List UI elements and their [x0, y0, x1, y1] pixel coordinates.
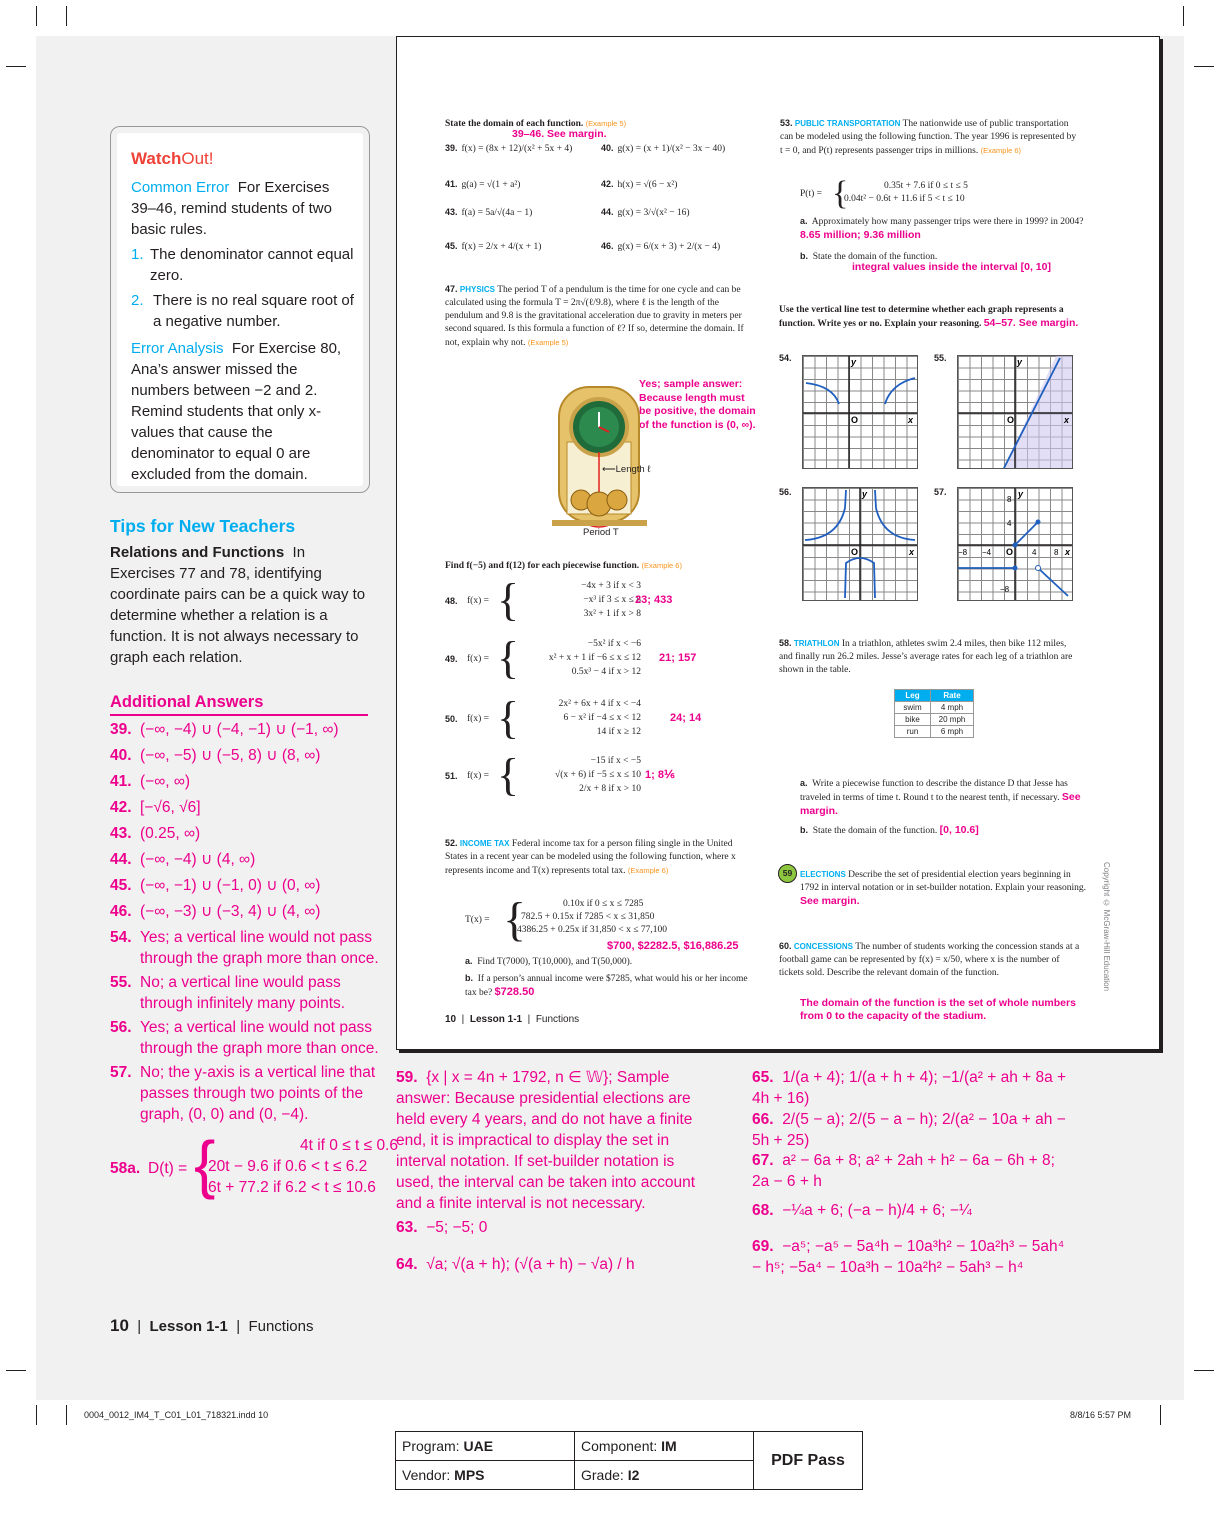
additional-answer-item: 56. Yes; a vertical line would not pass through the graph more than once. [110, 1019, 379, 1057]
table-row: bike 20 mph [895, 714, 974, 726]
file-date: 8/8/16 5:57 PM [1070, 1410, 1132, 1420]
clock-length-label: ⟵Length ℓ [602, 464, 651, 475]
problem-53b: b. State the domain of the function. [800, 251, 938, 262]
additional-answer-item: 57. No; the y-axis is a vertical line that passes through two points of the graph, (0, 0) and (0, −4). [110, 1064, 376, 1123]
additional-answer-item: 44. (−∞, −4) ∪ (4, ∞) [110, 851, 256, 868]
domain-function: 44. g(x) = 3/√(x² − 16) [601, 207, 690, 218]
rule-2: 2. There is no real square root of a negative number. [131, 292, 354, 330]
problem-53a: a. Approximately how many passenger trips were there in 1999? in 2004? 8.65 million; 9.36 million [800, 216, 1084, 241]
program-box [395, 1431, 863, 1490]
crop-mark [36, 1405, 37, 1425]
crop-mark [66, 6, 67, 26]
piecewise-case: 3x² + 1 if x > 8 [583, 609, 641, 619]
answer-63: 63. −5; −5; 0 [396, 1219, 488, 1236]
domain-answer: 39–46. See margin. [512, 128, 607, 140]
piecewise-case: −x³ if 3 ≤ x ≤ 8 [583, 595, 641, 605]
case-2: 20t − 9.6 if 0.6 < t ≤ 6.2 [208, 1158, 368, 1175]
file-slug: 0004_0012_IM4_T_C01_L01_718321.indd 10 [84, 1410, 269, 1420]
svg-text:−8: −8 [958, 548, 968, 557]
problem-58: 58. TRIATHLON In a triathlon, athletes swim 2.4 miles, then bike 112 miles, and finally run 26.2 miles. Jesse’s average rates for each leg of a triathlon are shown in the table. [779, 638, 1073, 675]
answer-64: 64. √a; √(a + h); (√(a + h) − √a) / h [396, 1256, 635, 1273]
piecewise-problem: 48. f(x) = { −4x + 3 if x < 3 −x³ if 3 ≤ x ≤ 8 3x² + 1 if x > 8 23; 433 [445, 574, 673, 625]
svg-text:x: x [908, 415, 914, 425]
crop-mark [1160, 1405, 1161, 1425]
piecewise-problem: 50. f(x) = { 2x² + 6x + 4 if x < −4 6 − x² if −4 ≤ x < 12 14 if x ≥ 12 24; 14 [445, 692, 702, 743]
svg-text:−4: −4 [982, 548, 992, 557]
graph-55-label: 55. [934, 353, 947, 363]
svg-text:x: x [1065, 547, 1071, 557]
student-page [396, 36, 1160, 1050]
additional-answer-item: 40. (−∞, −5) ∪ (−5, 8) ∪ (8, ∞) [110, 747, 321, 764]
additional-answers-title: Additional Answers [110, 692, 368, 716]
piecewise-case: −4x + 3 if x < 3 [581, 581, 641, 591]
problem-53b-answer: integral values inside the interval [0, 10] [852, 261, 1051, 273]
answer-69: 69. −a⁵; −a⁵ − 5a⁴h − 10a³h² − 10a²h³ − 5ah⁴ − h⁵; −5a⁴ − 10a³h − 10a²h² − 5ah³ − h⁴ [752, 1238, 1065, 1276]
piecewise-case: x² + x + 1 if −6 ≤ x ≤ 12 [548, 653, 641, 663]
error-analysis: Error Analysis For Exercise 80, Ana’s answer missed the numbers between −2 and 2. Remind students that only x-values that cause the denominator to equal 0 are excluded from the domain. [131, 340, 342, 483]
svg-text:x: x [909, 547, 915, 557]
svg-text:−8: −8 [1000, 585, 1010, 594]
graph-57 [957, 487, 1073, 601]
crop-mark [36, 6, 37, 26]
svg-text:y: y [851, 357, 857, 367]
problem-52a: a. Find T(7000), T(10,000), and T(50,000). [465, 956, 633, 967]
table-header: Rate [931, 690, 974, 702]
additional-answer-item: 39. (−∞, −4) ∪ (−4, −1) ∪ (−1, ∞) [110, 721, 339, 738]
answer-66: 66. 2/(5 − a); 2/(5 − a − h); 2/(a² − 10a + ah − 5h + 25) [752, 1111, 1066, 1149]
crop-mark [1194, 1370, 1214, 1371]
additional-answer-item: 46. (−∞, −3) ∪ (−3, 4) ∪ (4, ∞) [110, 903, 321, 920]
piecewise-answer: 24; 14 [670, 712, 702, 724]
problem-53: 53. PUBLIC TRANSPORTATION The nationwide use of public transportation can be modeled using the following function. The year 1996 is represented by t = 0, and P(t) represents passenger trips in millions. (Example 6) [780, 118, 1077, 156]
tips-title: Tips for New Teachers [110, 516, 296, 536]
domain-function: 40. g(x) = (x + 1)/(x² − 3x − 40) [601, 143, 726, 154]
domain-function: 39. f(x) = (8x + 12)/(x² + 5x + 4) [445, 143, 573, 154]
pendulum-clock-image [547, 382, 657, 532]
table-row: swim 4 mph [895, 702, 974, 714]
graph-54-label: 54. [779, 353, 792, 363]
svg-text:8: 8 [1007, 495, 1012, 504]
crop-mark [1183, 6, 1184, 26]
problem-47-answer: Yes; sample answer: Because length must be positive, the domain of the function is (0, ∞). [639, 378, 756, 431]
graph-55 [957, 355, 1073, 469]
answer-65: 65. 1/(a + 4); 1/(a + h + 4); −1/(a² + ah + 8a + 4h + 16) [752, 1069, 1067, 1107]
graph-54 [802, 355, 918, 469]
table-header: Leg [895, 690, 931, 702]
additional-answer-item: 55. No; a vertical line would pass through infinitely many points. [110, 974, 346, 1012]
tips-section [110, 516, 372, 668]
case-3: 6t + 77.2 if 6.2 < t ≤ 10.6 [208, 1179, 376, 1196]
svg-text:O: O [1006, 547, 1014, 557]
domain-function: 42. h(x) = √(6 − x²) [601, 179, 678, 190]
answer-68: 68. −¼a + 6; (−a − h)/4 + 6; −¼ [752, 1202, 972, 1219]
domain-function: 46. g(x) = 6/(x + 3) + 2/(x − 4) [601, 241, 721, 252]
problem-52: 52. INCOME TAX Federal income tax for a person filing single in the United States in a recent year can be modeled using the following function, where x represents income and T(x) represents total tax. (Example 6) [445, 838, 736, 876]
clock-period-label: Period T [583, 527, 619, 538]
case-1: 4t if 0 ≤ t ≤ 0.6 [299, 1137, 398, 1154]
svg-text:8: 8 [1054, 548, 1059, 557]
tips-body: Relations and Functions In Exercises 77 and 78, identifying coordinate pairs can be a quick way to determine whether a relation is a function. It is not always necessary to graph each relation. [110, 544, 366, 666]
problem-60-answer: The domain of the function is the set of whole numbers from 0 to the capacity of the stadium. [800, 997, 1076, 1022]
problem-58b: b. State the domain of the function. [0, 10.6] [800, 824, 979, 836]
svg-text:4: 4 [1007, 519, 1012, 528]
piecewise-answer: 1; 8⅙ [645, 769, 675, 781]
common-error: Common Error For Exercises 39–46, remind students of two basic rules. [131, 179, 332, 238]
piecewise-case: 14 if x ≥ 12 [596, 727, 641, 737]
piecewise-case: −5x² if x < −6 [587, 639, 641, 649]
additional-answers [110, 692, 398, 1203]
page-footer: 10 | Lesson 1-1 | Functions [445, 1014, 580, 1025]
domain-heading: State the domain of each function. (Example 5) [445, 119, 627, 129]
piecewise-problem: 51. f(x) = { −15 if x < −5 √(x + 6) if −5 ≤ x ≤ 10 2/x + 8 if x > 10 1; 8⅙ [445, 749, 675, 800]
svg-text:O: O [1007, 415, 1015, 425]
svg-text:4: 4 [1032, 548, 1037, 557]
page-footer-outer: 10 | Lesson 1-1 | Functions [110, 1316, 314, 1335]
component-cell: Component: IM [575, 1432, 754, 1461]
problem-59-badge: 59 [778, 864, 797, 883]
problem-47: 47. PHYSICS The period T of a pendulum is the time for one cycle and can be calculated using the formula T = 2π√(ℓ/9.8), where ℓ is the length of the pendulum and 9.8 is the gravitational acceleration due to gravity in meters per second squared. Is this formula a function of ℓ? If so, determine the domain. If not, explain why not. (Example 5) [445, 284, 744, 348]
rule-1: 1. The denominator cannot equal zero. [131, 246, 354, 284]
problem-53-function: P(t) = { 0.35t + 7.6 if 0 ≤ t ≤ 5 0.04t² − 0.6t + 11.6 if 5 < t ≤ 10 [800, 175, 968, 212]
crop-mark [1194, 66, 1214, 67]
svg-text:y: y [1017, 357, 1023, 367]
graph-56-label: 56. [779, 487, 792, 497]
problem-59: ELECTIONS Describe the set of presidential election years beginning in 1792 in interval notation or in set-builder notation. Explain your reasoning. See margin. [800, 870, 1086, 907]
problem-52-function: T(x) = { 0.10x if 0 ≤ x ≤ 7285 782.5 + 0.15x if 7285 < x ≤ 31,850 4386.25 + 0.25x if 31,850 < x ≤ 77,100 [465, 893, 667, 946]
piecewise-case: −15 if x < −5 [590, 756, 641, 766]
svg-text:O: O [851, 415, 859, 425]
grade-cell: Grade: I2 [575, 1461, 754, 1490]
triathlon-table [894, 689, 974, 738]
svg-text:O: O [851, 547, 859, 557]
additional-answer-item: 43. (0.25, ∞) [110, 825, 201, 842]
svg-text:y: y [862, 489, 868, 499]
problem-52-answer: $700, $2282.5, $16,886.25 [607, 940, 739, 952]
crop-mark [66, 1405, 67, 1425]
piecewise-case: 2x² + 6x + 4 if x < −4 [558, 699, 641, 709]
vertical-line-test-heading: Use the vertical line test to determine whether each graph represents a function. Write yes or no. Explain your reasoning. 54–57. See margin. [779, 305, 1079, 329]
piecewise-answer: 21; 157 [659, 652, 697, 664]
table-row: run 6 mph [895, 726, 974, 738]
problem-52b: b. If a person’s annual income were $7285, what would his or her income tax be? $728.50 [465, 973, 748, 998]
graph-57-label: 57. [934, 487, 947, 497]
piecewise-case: 2/x + 8 if x > 10 [579, 784, 641, 794]
answer-58a: 58a. D(t) = { 4t if 0 ≤ t ≤ 0.6 20t − 9.6 if 0.6 < t ≤ 6.2 6t + 77.2 if 6.2 < t ≤ 10.6 [110, 1128, 398, 1200]
piecewise-case: 6 − x² if −4 ≤ x < 12 [563, 713, 641, 723]
additional-answer-item: 54. Yes; a vertical line would not pass through the graph more than once. [110, 929, 379, 967]
crop-mark [6, 1370, 26, 1371]
additional-answer-item: 45. (−∞, −1) ∪ (−1, 0) ∪ (0, ∞) [110, 877, 321, 894]
program-cell: Program: UAE [396, 1432, 575, 1461]
svg-text:x: x [1064, 415, 1070, 425]
piecewise-heading: Find f(−5) and f(12) for each piecewise function. (Example 6) [445, 561, 682, 571]
piecewise-problem: 49. f(x) = { −5x² if x < −6 x² + x + 1 if −6 ≤ x ≤ 12 0.5x³ − 4 if x > 12 21; 157 [445, 632, 697, 683]
crop-mark [6, 66, 26, 67]
additional-answer-item: 41. (−∞, ∞) [110, 773, 191, 790]
piecewise-answer: 23; 433 [635, 594, 673, 606]
svg-text:y: y [1018, 489, 1024, 499]
watchout-box [110, 126, 370, 493]
copyright: Copyright © McGraw-Hill Education [1102, 862, 1111, 992]
watchout-title: WatchOut! [131, 149, 214, 168]
graph-56 [802, 487, 918, 601]
answer-59: 59. {x | x = 4n + 1792, n ∈ 𝕎}; Sample answer: Because presidential elections are held every 4 years, and do not have a finite end, it is impractical to display the set in interval notation. If set-builder notation is used, the interval can be taken into account and a finite interval is not necessary. [396, 1069, 696, 1212]
piecewise-case: 0.5x³ − 4 if x > 12 [571, 667, 641, 677]
additional-answer-item: 42. [−√6, √6] [110, 799, 201, 816]
answer-67: 67. a² − 6a + 8; a² + 2ah + h² − 6a − 6h + 8; 2a − 6 + h [752, 1152, 1055, 1190]
domain-function: 43. f(a) = 5a/√(4a − 1) [445, 207, 533, 218]
domain-function: 41. g(a) = √(1 + a²) [445, 179, 521, 190]
vendor-cell: Vendor: MPS [396, 1461, 575, 1490]
domain-function: 45. f(x) = 2/x + 4/(x + 1) [445, 241, 542, 252]
problem-58a: a. Write a piecewise function to describe the distance D that Jesse has traveled in terms of time t. Round t to the nearest tenth, if necessary. See margin. [800, 778, 1081, 817]
problem-60: 60. CONCESSIONS The number of students working the concession stands at a football game can be represented by f(x) = x/50, where x is the number of tickets sold. Describe the relevant domain of the function. [779, 941, 1080, 978]
pdf-pass: PDF Pass [754, 1432, 863, 1490]
piecewise-case: √(x + 6) if −5 ≤ x ≤ 10 [555, 770, 641, 780]
